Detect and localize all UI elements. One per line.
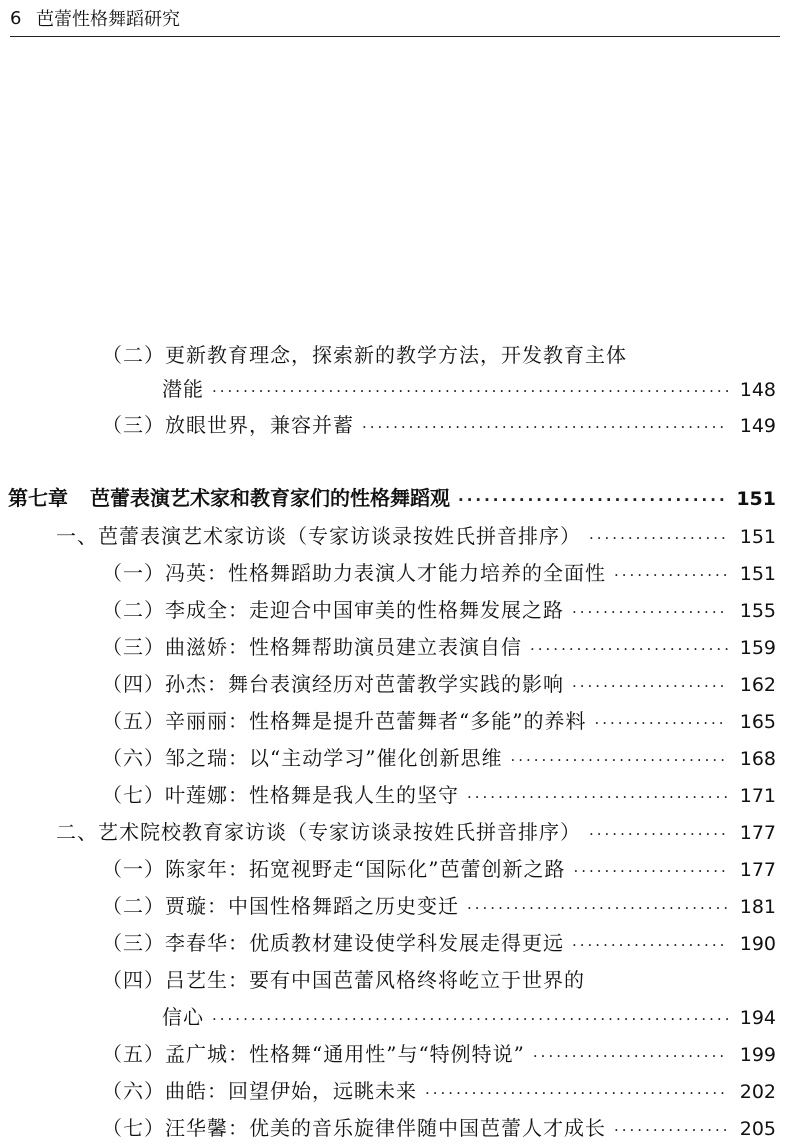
toc-entry-title: （四）孙杰：舞台表演经历对芭蕾教学实践的影响 bbox=[102, 672, 564, 696]
toc-entry-title: （五）辛丽丽：性格舞是提升芭蕾舞者“多能”的养料 bbox=[102, 709, 587, 733]
toc-page-number: 148 bbox=[739, 379, 776, 401]
toc-page-number: 159 bbox=[739, 637, 776, 659]
section-title: 一、芭蕾表演艺术家访谈（专家访谈录按姓氏拼音排序） bbox=[56, 524, 581, 548]
leader-dots bbox=[425, 1076, 728, 1110]
toc-page-number: 199 bbox=[739, 1044, 776, 1066]
toc-page-number: 177 bbox=[739, 859, 776, 881]
toc-page-number: 151 bbox=[739, 526, 776, 548]
toc-entry-title: （三）放眼世界，兼容并蓄 bbox=[102, 413, 354, 437]
leader-dots bbox=[212, 374, 728, 408]
toc-entry[interactable] bbox=[0, 1000, 790, 1034]
toc-entry-title: （一）冯英：性格舞蹈助力表演人才能力培养的全面性 bbox=[102, 561, 606, 585]
toc-entry[interactable] bbox=[0, 593, 790, 627]
toc-entry-title: （七）叶莲娜：性格舞是我人生的坚守 bbox=[102, 783, 459, 807]
toc-page-number: 194 bbox=[739, 1007, 776, 1029]
toc-page-number: 155 bbox=[739, 600, 776, 622]
chapter-title: 芭蕾表演艺术家和教育家们的性格舞蹈观 bbox=[90, 486, 450, 510]
leader-dots bbox=[573, 854, 728, 888]
leader-dots bbox=[594, 706, 728, 740]
toc-entry[interactable] bbox=[0, 1074, 790, 1108]
leader-dots bbox=[533, 1039, 728, 1073]
leader-dots bbox=[458, 483, 728, 517]
toc-page-number: 181 bbox=[739, 896, 776, 918]
leader-dots bbox=[572, 669, 728, 703]
chapter-number: 第七章 bbox=[8, 486, 68, 510]
toc-entry-title: 信心 bbox=[162, 1005, 204, 1029]
leader-dots bbox=[212, 1002, 728, 1036]
toc-entry-title: （六）邹之瑞：以“主动学习”催化创新思维 bbox=[102, 746, 503, 770]
toc-entry-title: （六）曲皓：回望伊始，远眺未来 bbox=[102, 1079, 417, 1103]
toc-page-number: 165 bbox=[739, 711, 776, 733]
page-number: 6 bbox=[10, 7, 22, 29]
toc-page-number: 190 bbox=[739, 933, 776, 955]
leader-dots bbox=[467, 780, 728, 814]
toc-entry[interactable] bbox=[0, 667, 790, 701]
toc-chapter[interactable] bbox=[0, 481, 790, 515]
toc-entry-title: （二）更新教育理念，探索新的教学方法，开发教育主体 bbox=[102, 343, 627, 367]
toc-page-number: 151 bbox=[739, 563, 776, 585]
toc-entry-title: （四）吕艺生：要有中国芭蕾风格终将屹立于世界的 bbox=[102, 968, 585, 992]
toc-page-number: 162 bbox=[739, 674, 776, 696]
leader-dots bbox=[572, 928, 728, 962]
toc-page-number: 171 bbox=[739, 785, 776, 807]
leader-dots bbox=[572, 595, 728, 629]
section-title: 二、艺术院校教育家访谈（专家访谈录按姓氏拼音排序） bbox=[56, 820, 581, 844]
toc-page-number: 202 bbox=[739, 1081, 776, 1103]
toc-entry[interactable] bbox=[0, 778, 790, 812]
toc-entry[interactable] bbox=[0, 1111, 790, 1145]
toc-page-number: 149 bbox=[739, 415, 776, 437]
leader-dots bbox=[589, 817, 728, 851]
leader-dots bbox=[614, 1113, 728, 1147]
toc-entry[interactable] bbox=[0, 372, 790, 406]
leader-dots bbox=[589, 521, 728, 555]
book-title: 芭蕾性格舞蹈研究 bbox=[36, 9, 180, 30]
leader-dots bbox=[530, 632, 728, 666]
toc-entry-title: 潜能 bbox=[162, 377, 204, 401]
toc-entry[interactable] bbox=[0, 704, 790, 738]
toc-entry-title: （七）汪华馨：优美的音乐旋律伴随中国芭蕾人才成长 bbox=[102, 1116, 606, 1140]
toc-entry-title: （五）孟广城：性格舞“通用性”与“特例特说” bbox=[102, 1042, 525, 1066]
toc-entry bbox=[0, 963, 790, 997]
toc-entry-title: （二）李成全：走迎合中国审美的性格舞发展之路 bbox=[102, 598, 564, 622]
toc-entry[interactable] bbox=[0, 630, 790, 664]
toc-entry bbox=[0, 338, 790, 372]
toc-entry-title: （一）陈家年：拓宽视野走“国际化”芭蕾创新之路 bbox=[102, 857, 566, 881]
leader-dots bbox=[467, 891, 728, 925]
toc-entry[interactable] bbox=[0, 408, 790, 442]
toc-section[interactable] bbox=[0, 519, 790, 553]
toc-page-number: 168 bbox=[739, 748, 776, 770]
leader-dots bbox=[614, 558, 728, 592]
toc-entry[interactable] bbox=[0, 926, 790, 960]
toc-entry[interactable] bbox=[0, 852, 790, 886]
toc-entry[interactable] bbox=[0, 1037, 790, 1071]
toc-entry[interactable] bbox=[0, 556, 790, 590]
toc-page-number: 205 bbox=[739, 1118, 776, 1140]
toc-entry-title: （二）贾璇：中国性格舞蹈之历史变迁 bbox=[102, 894, 459, 918]
toc-section[interactable] bbox=[0, 815, 790, 849]
leader-dots bbox=[510, 743, 728, 777]
toc-entry[interactable] bbox=[0, 741, 790, 775]
toc-entry[interactable] bbox=[0, 889, 790, 923]
toc-page-number: 177 bbox=[739, 822, 776, 844]
leader-dots bbox=[362, 410, 728, 444]
toc-entry-title: （三）曲滋娇：性格舞帮助演员建立表演自信 bbox=[102, 635, 522, 659]
toc-entry-title: （三）李春华：优质教材建设使学科发展走得更远 bbox=[102, 931, 564, 955]
toc-page-number: 151 bbox=[736, 488, 776, 510]
